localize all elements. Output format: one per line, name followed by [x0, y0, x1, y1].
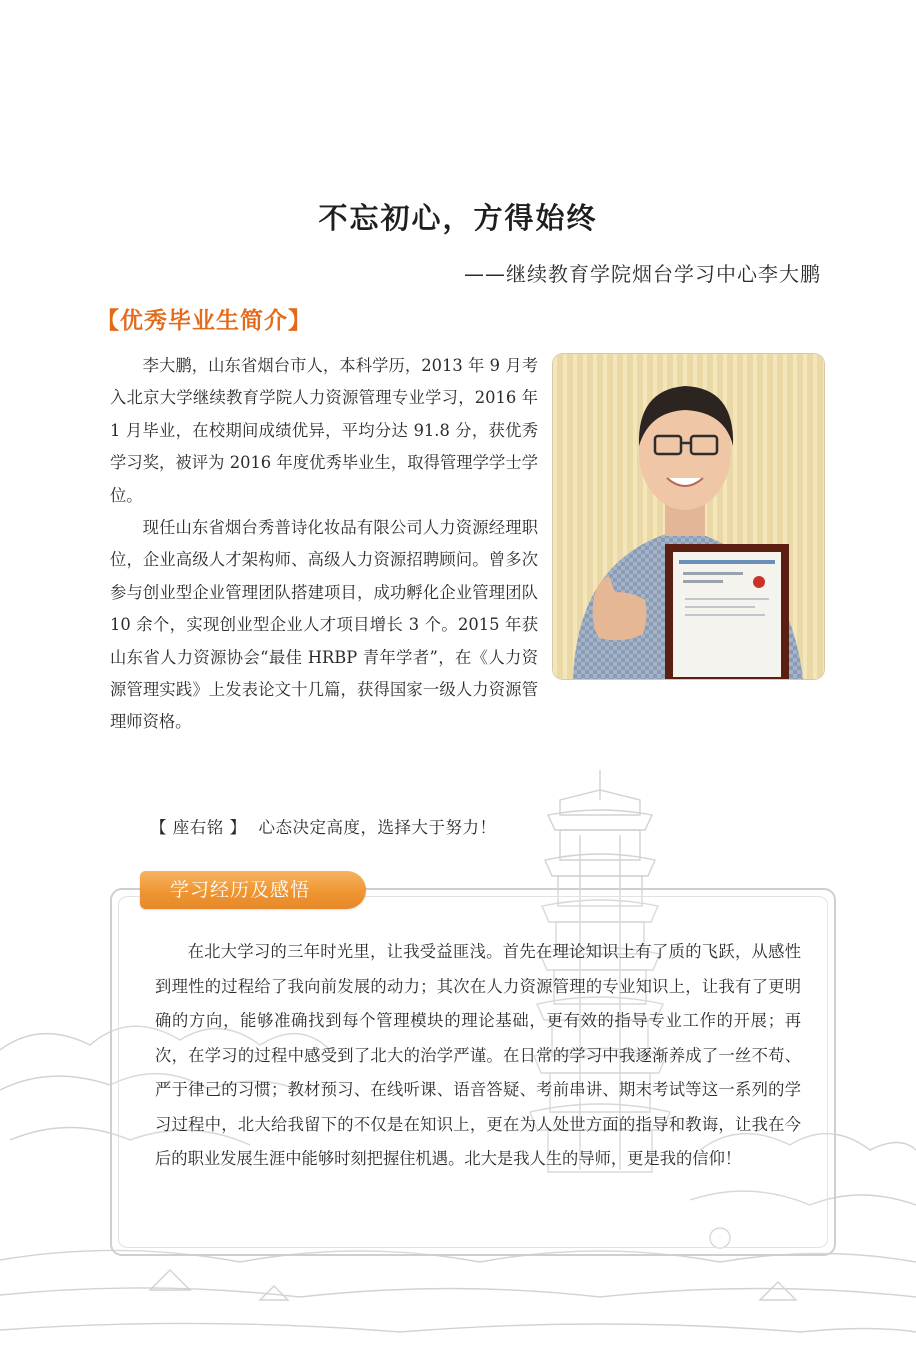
story-text — [155, 935, 801, 1177]
article-subtitle: ——继续教育学院烟台学习中心李大鹏 — [464, 262, 821, 286]
motto — [150, 814, 497, 838]
profile-text — [110, 350, 538, 739]
story-section-tag: 学习经历及感悟 — [140, 871, 366, 909]
profile-heading: 【优秀毕业生简介】 — [96, 308, 312, 334]
profile-paragraph: 李大鹏，山东省烟台市人，本科学历，2013 年 9 月考入北京大学继续教育学院人力资源管理专业学习，2016 年 1 月毕业，在校期间成绩优异，平均分达 91.8 分，获优秀学习奖，被评为 2016 年度优秀毕业生，取得管理学学士学位。 — [110, 356, 538, 505]
motto-label: 【 座右铭 】 — [150, 818, 247, 837]
story-paragraph: 在北大学习的三年时光里，让我受益匪浅。首先在理论知识上有了质的飞跃，从感性到理性的过程给了我向前发展的动力；其次在人力资源管理的专业知识上，让我有了更明确的方向，能够准确找到每个管理模块的理论基础，更有效的指导专业工作的开展；再次，在学习的过程中感受到了北大的治学严谨。在日常的学习中我逐渐养成了一丝不苟、严于律己的习惯；教材预习、在线听课、语音答疑、考前串讲、期末考试等这一系列的学习过程中，北大给我留下的不仅是在知识上，更在为人处世方面的指导和教诲，让我在今后的职业发展生涯中能够时刻把握住机遇。北大是我人生的导师，更是我的信仰！ — [155, 942, 801, 1168]
article-title: 不忘初心，方得始终 — [318, 201, 598, 235]
profile-paragraph: 现任山东省烟台秀普诗化妆品有限公司人力资源经理职位，企业高级人才架构师、高级人力资源招聘顾问。曾多次参与创业型企业管理团队搭建项目，成功孵化企业管理团队 10 余个，实现创业型企业人才项目增长 3 个。2015 年获山东省人力资源协会“最佳 HRBP 青年学者”，在《人力资源管理实践》上发表论文十几篇，获得国家一级人力资源管理师资格。 — [110, 518, 538, 732]
graduate-portrait-photo — [553, 354, 824, 679]
motto-text: 心态决定高度，选择大于努力！ — [258, 818, 497, 837]
